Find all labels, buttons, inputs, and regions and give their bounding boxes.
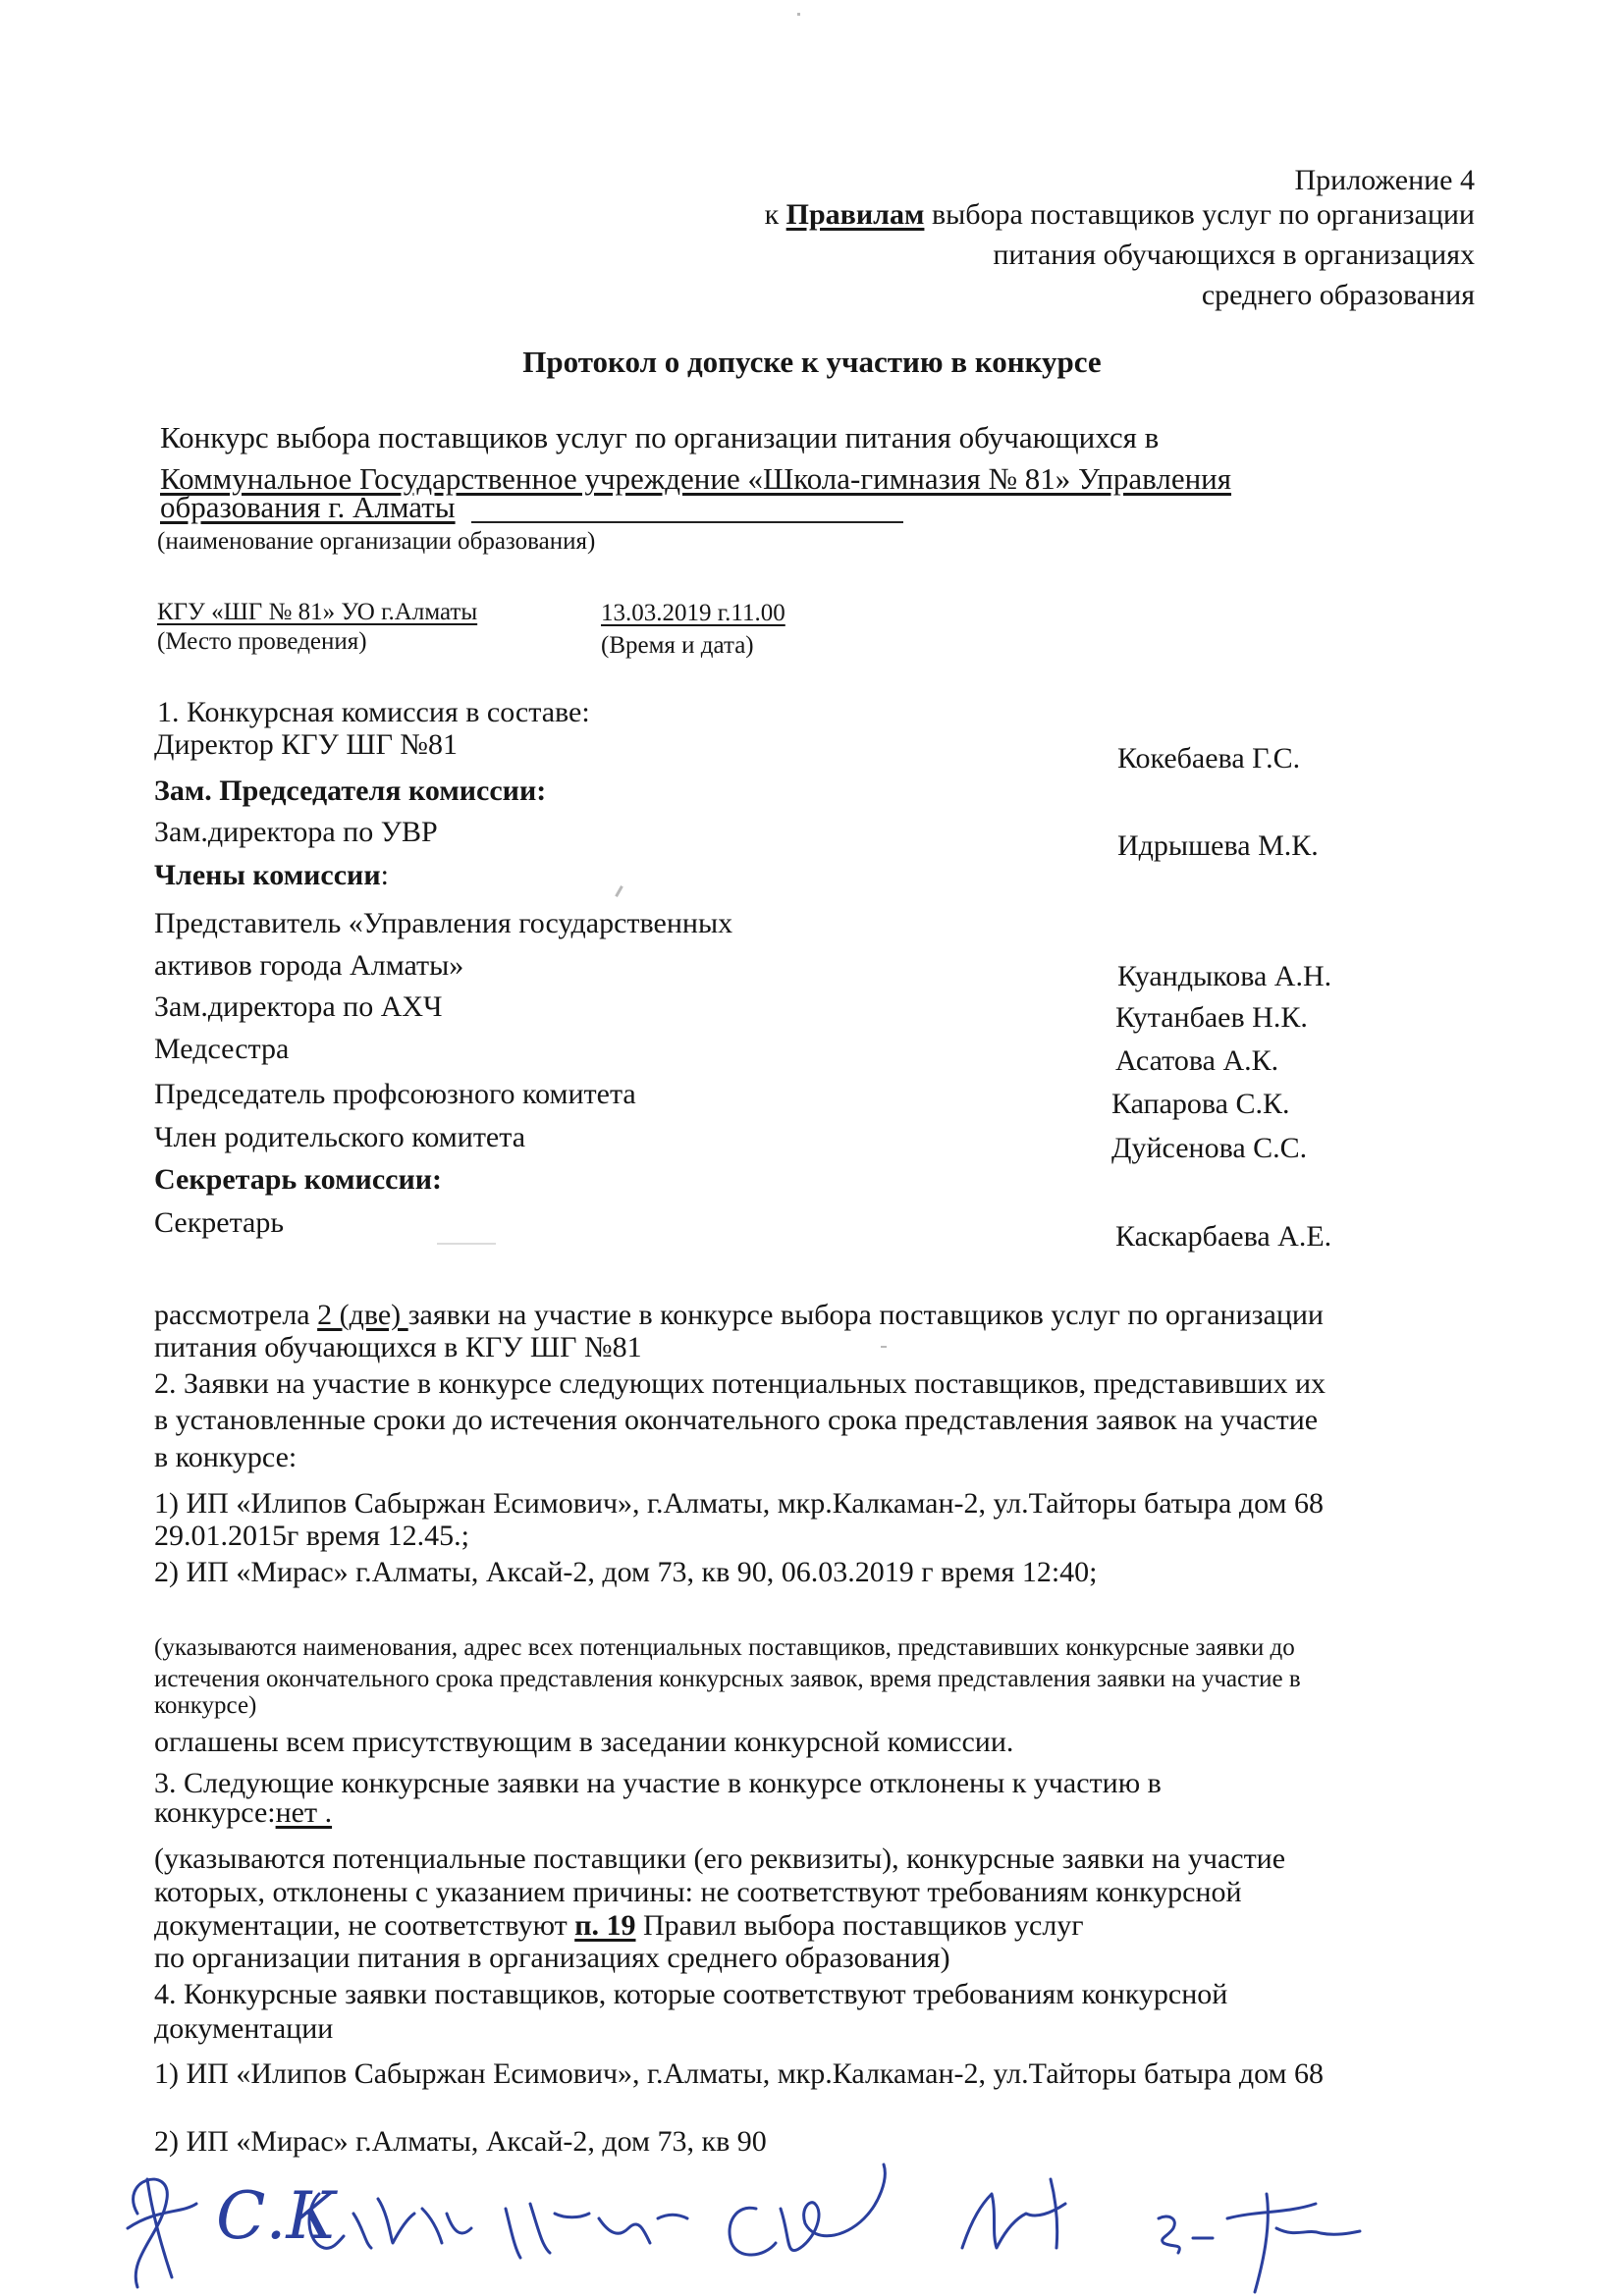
section2-item-2: 2) ИП «Мирас» г.Алматы, Аксай-2, дом 73, кв 90, 06.03.2019 г время 12:40; bbox=[154, 1556, 1098, 1588]
appendix-line-2 bbox=[765, 196, 1475, 233]
chair-name: Кокебаева Г.С. bbox=[1117, 742, 1301, 774]
chair-role: Директор КГУ ШГ №81 bbox=[154, 728, 459, 761]
deputy-name: Идрышева М.К. bbox=[1117, 829, 1319, 862]
review-count: 2 (две) bbox=[317, 1299, 408, 1331]
commission-heading: 1. Конкурсная комиссия в составе: bbox=[157, 696, 590, 728]
section3-note-prefix: документации, не соответствуют bbox=[154, 1909, 575, 1942]
section2-line-3: в конкурсе: bbox=[154, 1441, 298, 1473]
organization-caption: (наименование организации образования) bbox=[157, 528, 596, 555]
organization-name-line-2: образования г. Алматы bbox=[160, 490, 456, 524]
section3-note-line-3 bbox=[154, 1907, 1084, 1944]
signatures bbox=[0, 2120, 1624, 2296]
section3-note-rest: Правил выбора поставщиков услуг bbox=[635, 1909, 1084, 1942]
venue-datetime: 13.03.2019 г.11.00 bbox=[601, 600, 785, 626]
member-1-role-line-1: Представитель «Управления государственных bbox=[154, 907, 733, 939]
organization-name-line-1: Коммунальное Государственное учреждение «Школа-гимназия № 81» Управления bbox=[160, 461, 1232, 496]
members-heading-colon: : bbox=[380, 859, 389, 891]
appendix-line-3: питания обучающихся в организациях bbox=[993, 239, 1475, 271]
rules-link[interactable]: Правилам bbox=[785, 198, 925, 231]
section2-item-1-line-2: 29.01.2015г время 12.45.; bbox=[154, 1520, 469, 1552]
section3-note-line-4: по организации питания в организациях среднего образования) bbox=[154, 1942, 950, 1974]
venue-place: КГУ «ШГ № 81» УО г.Алматы bbox=[157, 599, 478, 625]
member-5-role: Член родительского комитета bbox=[154, 1121, 526, 1153]
section4-line-2: документации bbox=[154, 2012, 334, 2045]
venue-place-caption: (Место проведения) bbox=[157, 628, 367, 655]
page-title: Протокол о допуске к участию в конкурсе bbox=[522, 345, 1102, 379]
member-2-role: Зам.директора по АХЧ bbox=[154, 990, 443, 1023]
section2-line-1: 2. Заявки на участие в конкурсе следующих потенциальных поставщиков, представивших их bbox=[154, 1367, 1326, 1400]
review-line-1 bbox=[154, 1297, 1324, 1333]
scan-speck bbox=[437, 1243, 496, 1245]
signature-7 bbox=[1159, 2194, 1360, 2292]
member-1-role-line-2: активов города Алматы» bbox=[154, 949, 464, 982]
clause-19-link[interactable]: п. 19 bbox=[574, 1909, 636, 1942]
signature-6 bbox=[962, 2179, 1065, 2248]
member-3-role: Медсестра bbox=[154, 1033, 290, 1065]
signature-1 bbox=[128, 2179, 196, 2287]
section2-line-2: в установленные сроки до истечения окончательного срока представления заявок на участие bbox=[154, 1404, 1319, 1436]
section2-note-line-2: истечения окончательного срока представления конкурсных заявок, время представления заявки на участие в bbox=[154, 1666, 1301, 1692]
member-4-role: Председатель профсоюзного комитета bbox=[154, 1078, 636, 1110]
member-5-name: Дуйсенова С.С. bbox=[1111, 1132, 1308, 1164]
section3-value: нет . bbox=[275, 1796, 333, 1829]
scan-speck bbox=[615, 885, 623, 897]
secretary-heading: Секретарь комиссии: bbox=[154, 1163, 443, 1196]
appendix-line-4: среднего образования bbox=[1201, 279, 1475, 311]
secretary-name: Каскарбаева А.Е. bbox=[1115, 1220, 1332, 1253]
scan-speck bbox=[797, 13, 800, 16]
review-prefix: рассмотрела bbox=[154, 1299, 318, 1331]
member-1-name: Куандыкова А.Н. bbox=[1117, 960, 1332, 992]
scan-speck bbox=[881, 1346, 887, 1348]
appendix-line-1: Приложение 4 bbox=[1294, 164, 1475, 196]
organization-underline bbox=[471, 521, 903, 523]
appendix-rest: выбора поставщиков услуг по организации bbox=[924, 198, 1475, 231]
section4-item-1: 1) ИП «Илипов Сабыржан Есимович», г.Алматы, мкр.Калкаман-2, ул.Тайторы батыра дом 68 bbox=[154, 2057, 1325, 2090]
deputy-role: Зам.директора по УВР bbox=[154, 816, 438, 848]
venue-datetime-caption: (Время и дата) bbox=[601, 632, 754, 659]
section2-announced: оглашены всем присутствующим в заседании конкурсной комиссии. bbox=[154, 1726, 1014, 1758]
member-3-name: Асатова А.К. bbox=[1115, 1044, 1279, 1077]
members-heading bbox=[154, 857, 389, 893]
section4-line-1: 4. Конкурсные заявки поставщиков, которые соответствуют требованиям конкурсной bbox=[154, 1978, 1228, 2010]
signature-5 bbox=[730, 2164, 885, 2255]
section2-note-line-3: конкурсе) bbox=[154, 1692, 257, 1719]
intro-line: Конкурс выбора поставщиков услуг по организации питания обучающихся в bbox=[160, 420, 1160, 454]
secretary-role: Секретарь bbox=[154, 1206, 285, 1239]
signature-2: С.К bbox=[216, 2178, 337, 2254]
section3-prefix: конкурсе: bbox=[154, 1796, 276, 1829]
appendix-prefix: к bbox=[764, 198, 786, 231]
signature-4 bbox=[506, 2204, 687, 2258]
section3-note-line-1: (указываются потенциальные поставщики (его реквизиты), конкурсные заявки на участие bbox=[154, 1842, 1286, 1875]
section4-item-2: 2) ИП «Мирас» г.Алматы, Аксай-2, дом 73, кв 90 bbox=[154, 2125, 767, 2158]
section3-note-line-2: которых, отклонены с указанием причины: не соответствуют требованиям конкурсной bbox=[154, 1876, 1242, 1908]
members-heading-label: Члены комиссии bbox=[154, 859, 381, 891]
review-rest: заявки на участие в конкурсе выбора поставщиков услуг по организации bbox=[407, 1299, 1324, 1331]
member-2-name: Кутанбаев Н.К. bbox=[1115, 1001, 1308, 1034]
section2-item-1-line-1: 1) ИП «Илипов Сабыржан Есимович», г.Алматы, мкр.Калкаман-2, ул.Тайторы батыра дом 68 bbox=[154, 1487, 1325, 1520]
deputy-heading: Зам. Председателя комиссии: bbox=[154, 774, 547, 807]
section3-line-1: 3. Следующие конкурсные заявки на участие в конкурсе отклонены к участию в bbox=[154, 1767, 1162, 1799]
review-line-2: питания обучающихся в КГУ ШГ №81 bbox=[154, 1331, 642, 1363]
member-4-name: Капарова С.К. bbox=[1111, 1088, 1290, 1120]
section3-line-2 bbox=[154, 1794, 332, 1831]
section2-note-line-1: (указываются наименования, адрес всех потенциальных поставщиков, представивших конкурсные заявки до bbox=[154, 1634, 1295, 1661]
